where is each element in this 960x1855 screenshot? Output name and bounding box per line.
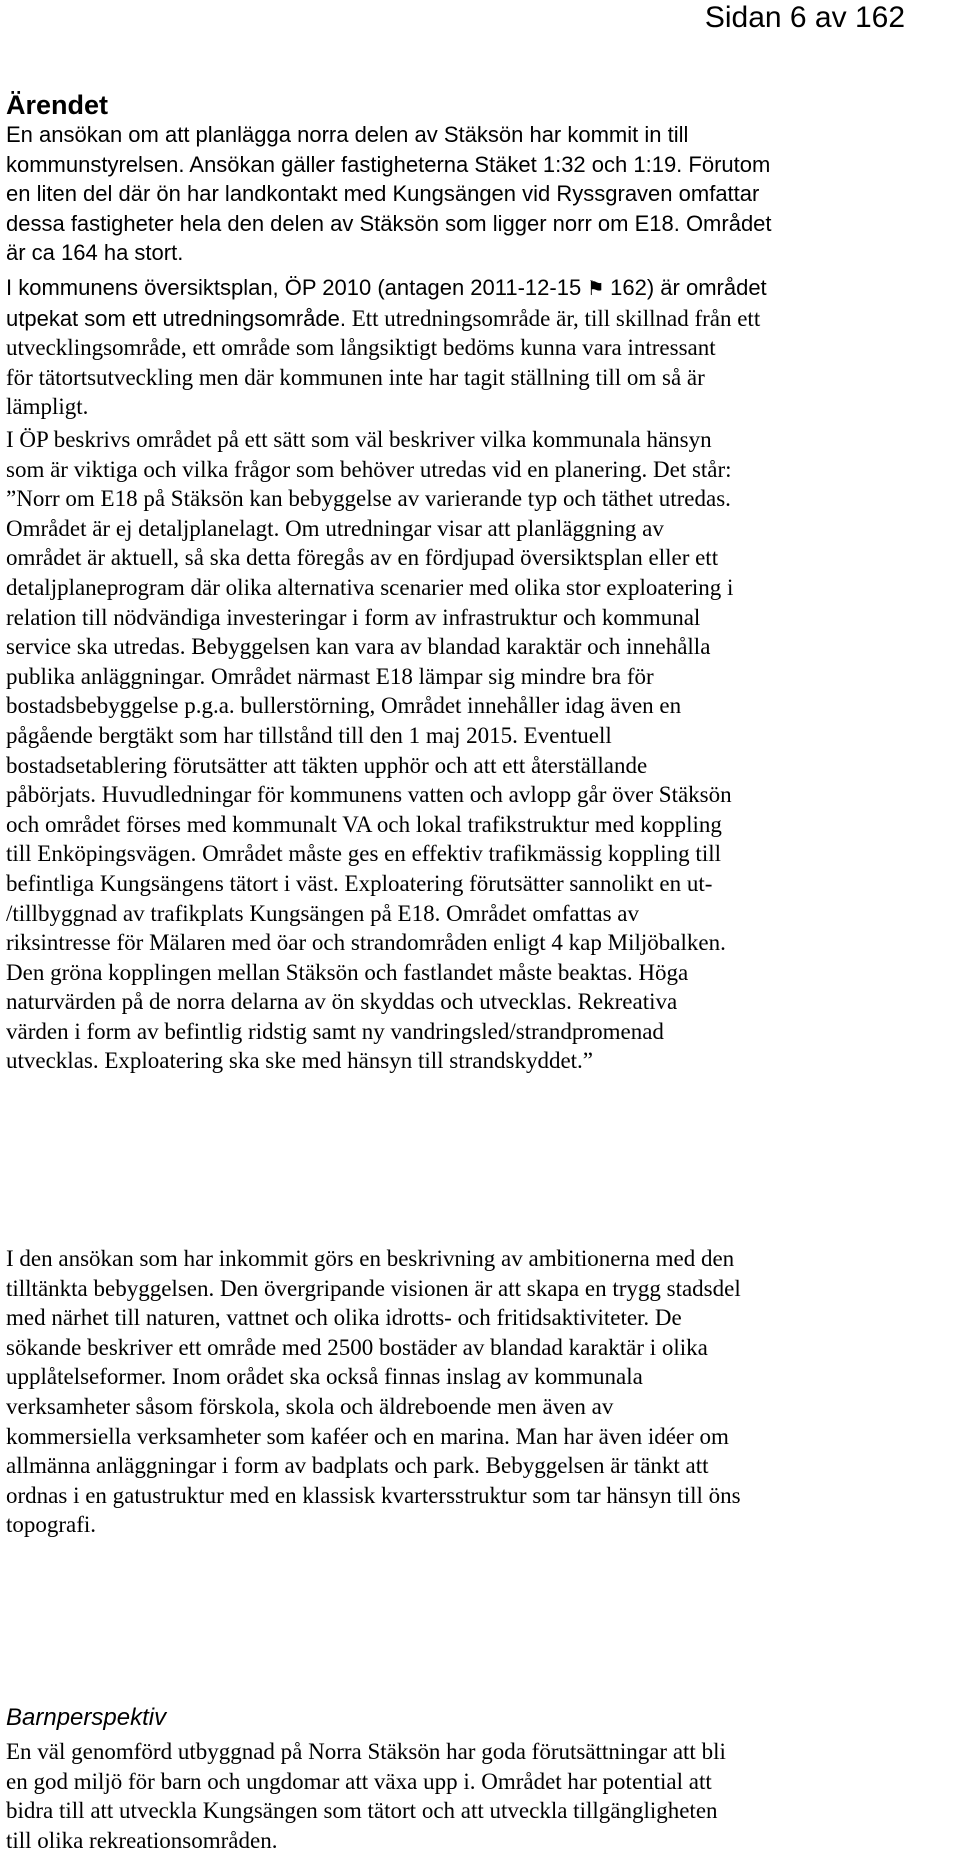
text-line: området är aktuell, så ska detta föregås av en fördjupad översiktsplan eller ett xyxy=(6,545,719,571)
text-segment: 162) är området xyxy=(610,275,767,300)
text-line: kommersiella verksamheter som kaféer och en marina. Man har även idéer om xyxy=(6,1423,729,1449)
text-line: ordnas i en gatustruktur med en klassisk kvartersstruktur som tar hänsyn till öns xyxy=(6,1482,741,1508)
text-line: En väl genomförd utbyggnad på Norra Stäksön har goda förutsättningar att bli xyxy=(6,1739,726,1764)
text-line: riksintresse för Mälaren med öar och strandområden enligt 4 kap Miljöbalken. xyxy=(6,930,726,956)
text-line xyxy=(6,273,951,304)
text-line: dessa fastigheter hela den delen av Stäksön som ligger norr om E18. Området xyxy=(6,210,772,236)
text-line: Området är ej detaljplanelagt. Om utredningar visar att planläggning av xyxy=(6,515,664,541)
paragraph-op-quote xyxy=(6,425,951,1076)
paragraph-oversiktsplan xyxy=(6,273,951,422)
text-line: påbörjats. Huvudledningar för kommunens vatten och avlopp går över Stäksön xyxy=(6,782,732,808)
text-segment: I kommunens översiktsplan, ÖP 2010 (antagen 2011-12-15 xyxy=(6,275,582,300)
text-segment: utpekat som ett utredningsområde. xyxy=(6,305,346,331)
text-line: utvecklingsområde, ett område som långsiktigt bedöms kunna vara intressant xyxy=(6,335,716,361)
text-line: topografi. xyxy=(6,1512,97,1538)
text-line: Den gröna kopplingen mellan Stäksön och fastlandet måste beaktas. Höga xyxy=(6,959,689,985)
subsection-heading: Barnperspektiv xyxy=(6,1704,167,1731)
text-line: En ansökan om att planlägga norra delen av Stäksön har kommit in till xyxy=(6,122,689,147)
text-line: naturvärden på de norra delarna av ön skyddas och utvecklas. Rekreativa xyxy=(6,989,678,1015)
text-line: en liten del där ön har landkontakt med Kungsängen vid Ryssgraven omfattar xyxy=(6,181,760,207)
text-line: är ca 164 ha stort. xyxy=(6,240,184,266)
text-line: /tillbyggnad av trafikplats Kungsängen på E18. Området omfattas av xyxy=(6,900,639,926)
text-line: sökande beskriver ett område med 2500 bostäder av blandad karaktär i olika xyxy=(6,1334,708,1360)
text-line: som är viktiga och vilka frågor som behöver utredas vid en planering. Det står: xyxy=(6,456,732,482)
text-line: en god miljö för barn och ungdomar att växa upp i. Området har potential att xyxy=(6,1768,712,1794)
text-line: lämpligt. xyxy=(6,394,89,420)
text-line: värden i form av befintlig ridstig samt ny vandringsled/strandpromenad xyxy=(6,1018,664,1044)
paragraph-barnperspektiv xyxy=(6,1737,951,1855)
flag-icon: ⚑ xyxy=(586,276,605,300)
text-line: befintliga Kungsängens tätort i väst. Exploatering förutsätter sannolikt en ut- xyxy=(6,870,713,896)
text-line: till Enköpingsvägen. Området måste ges en effektiv trafikmässig koppling till xyxy=(6,841,721,867)
paragraph-ansokan xyxy=(6,1244,951,1540)
text-line: service ska utredas. Bebyggelsen kan vara av blandad karaktär och innehålla xyxy=(6,634,711,660)
section-heading: Ärendet xyxy=(6,90,109,120)
text-line: kommunstyrelsen. Ansökan gäller fastigheterna Stäket 1:32 och 1:19. Förutom xyxy=(6,151,771,177)
text-line: publika anläggningar. Området närmast E18 lämpar sig mindre bra för xyxy=(6,663,654,689)
text-line: I den ansökan som har inkommit görs en beskrivning av ambitionerna med den xyxy=(6,1246,735,1271)
text-line: allmänna anläggningar i form av badplats och park. Bebyggelsen är tänkt att xyxy=(6,1453,709,1479)
text-line: relation till nödvändiga investeringar i form av infrastruktur och kommunal xyxy=(6,604,701,630)
paragraph-intro xyxy=(6,120,951,268)
text-line: pågående bergtäkt som har tillstånd till den 1 maj 2015. Eventuell xyxy=(6,722,612,748)
text-line: bostadsetablering förutsätter att täkten upphör och att ett återställande xyxy=(6,752,648,778)
text-segment: Ett utredningsområde är, till skillnad från ett xyxy=(345,305,761,331)
text-line: med närhet till naturen, vattnet och olika idrotts- och fritidsaktiviteter. De xyxy=(6,1305,682,1331)
text-line xyxy=(6,304,951,334)
text-line: utvecklas. Exploatering ska ske med hänsyn till strandskyddet.” xyxy=(6,1048,594,1074)
page-number: Sidan 6 av 162 xyxy=(704,1,905,34)
text-line: ”Norr om E18 på Stäksön kan bebyggelse av varierande typ och täthet utredas. xyxy=(6,486,731,512)
text-line: tilltänkta bebyggelsen. Den övergripande visionen är att skapa en trygg stadsdel xyxy=(6,1275,741,1301)
text-line: upplåtelseformer. Inom orådet ska också finnas inslag av kommunala xyxy=(6,1364,643,1390)
text-line: detaljplaneprogram där olika alternativa scenarier med olika stor exploatering i xyxy=(6,574,734,600)
text-line: till olika rekreationsområden. xyxy=(6,1827,278,1853)
text-line: bidra till att utveckla Kungsängen som tätort och att utveckla tillgängligheten xyxy=(6,1798,718,1824)
text-line: och området förses med kommunalt VA och lokal trafikstruktur med koppling xyxy=(6,811,722,837)
text-line: för tätortsutveckling men där kommunen inte har tagit ställning till om så är xyxy=(6,364,705,390)
text-line: I ÖP beskrivs området på ett sätt som väl beskriver vilka kommunala hänsyn xyxy=(6,427,712,452)
text-line: bostadsbebyggelse p.g.a. bullerstörning, Området innehåller idag även en xyxy=(6,693,682,719)
text-line: verksamheter såsom förskola, skola och äldreboende men även av xyxy=(6,1393,614,1419)
